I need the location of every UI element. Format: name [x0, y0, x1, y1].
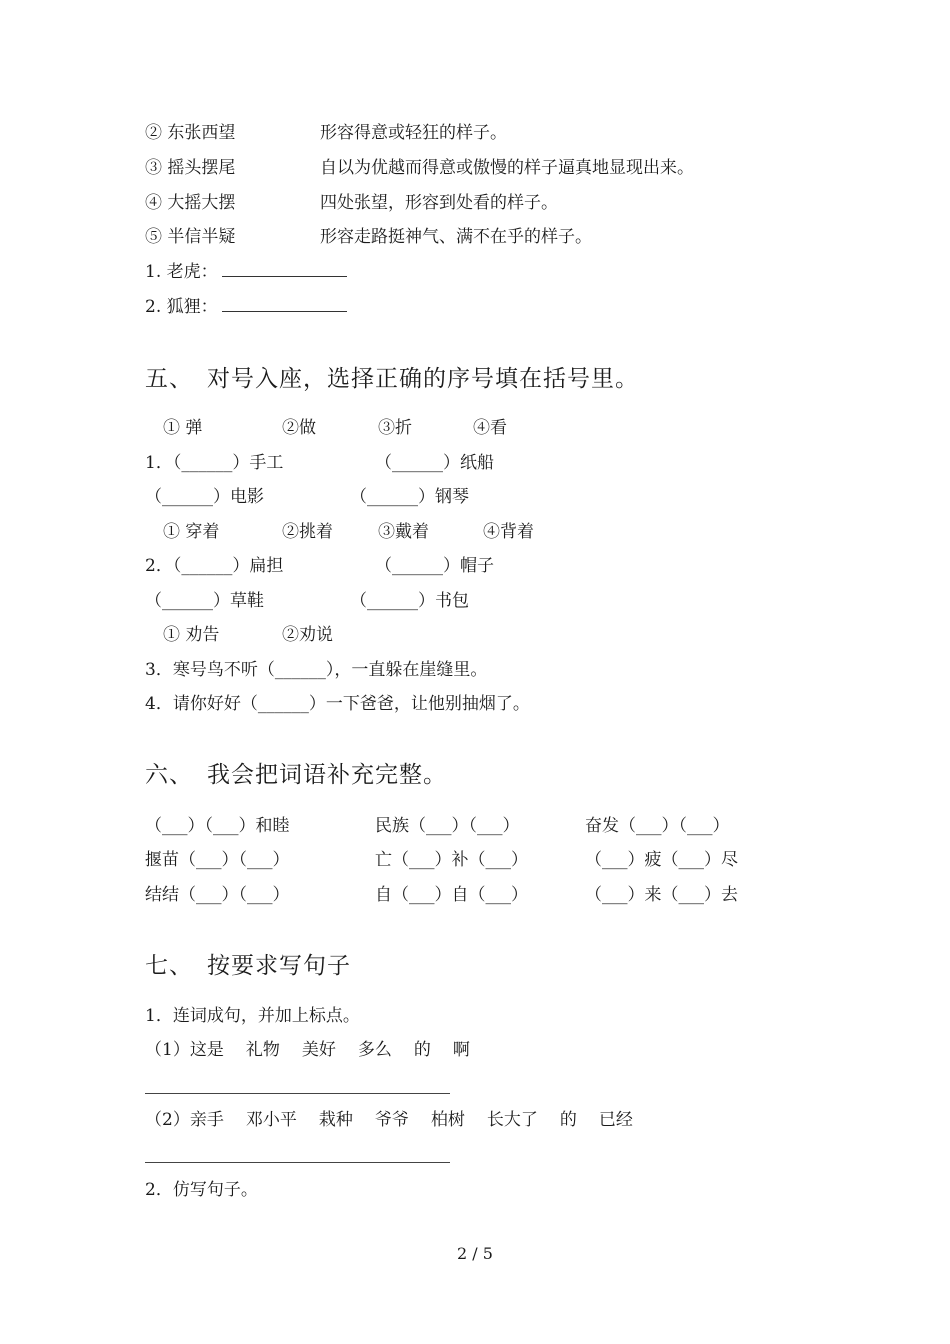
option-1-2: ②做	[282, 418, 316, 438]
idiom-left-1: ② 东张西望	[145, 123, 236, 143]
section-7-question-1: 1．连词成句，并加上标点。	[145, 1006, 360, 1026]
page-number: 2 / 5	[457, 1244, 493, 1263]
idiom-right-3: 四处张望，形容到处看的样子。	[320, 193, 558, 213]
fill-sentence-3[interactable]: 3．寒号鸟不听（______），一直躲在崖缝里。	[145, 660, 488, 680]
section-6-number: 六、	[145, 762, 193, 788]
section-5-heading	[145, 364, 639, 394]
word: 这是	[189, 1040, 224, 1060]
fill-sentence-4[interactable]: 4．请你好好（______）一下爸爸，让他别抽烟了。	[145, 694, 530, 714]
word: 已经	[598, 1110, 633, 1130]
word-fill-2-2[interactable]: 亡（___）补（___）	[375, 850, 528, 870]
fill-3b[interactable]: （______）帽子	[375, 556, 494, 576]
question-fox	[145, 296, 347, 318]
option-3-2: ②劝说	[282, 625, 333, 645]
question-fox-label: 2. 狐狸：	[145, 297, 218, 317]
word: 爷爷	[374, 1110, 409, 1130]
answer-blank-fox[interactable]	[222, 297, 347, 312]
option-1-4: ④看	[473, 418, 507, 438]
fill-4a[interactable]: （______）草鞋	[145, 591, 264, 611]
word: 长大了	[486, 1110, 538, 1130]
idiom-left-2: ③ 摇头摆尾	[145, 158, 236, 178]
word: 的	[559, 1110, 577, 1130]
word-fill-3-3[interactable]: （___）来（___）去	[585, 885, 738, 905]
word-fill-1-2[interactable]: 民族（___）（___）	[375, 816, 520, 836]
fill-2a[interactable]: （______）电影	[145, 487, 264, 507]
word-order-sentence-1	[145, 1039, 492, 1061]
word: 邓小平	[245, 1110, 297, 1130]
word-fill-3-1[interactable]: 结结（___）（___）	[145, 885, 290, 905]
section-7-heading	[145, 951, 351, 981]
word-order-sentence-2	[145, 1109, 655, 1131]
question-tiger	[145, 261, 347, 283]
sentence-1-prefix: （1）	[145, 1040, 190, 1060]
idiom-left-3: ④ 大摇大摆	[145, 193, 236, 213]
word: 多么	[357, 1040, 392, 1060]
idiom-right-4: 形容走路挺神气、满不在乎的样子。	[320, 227, 592, 247]
option-3-1: ① 劝告	[163, 625, 220, 645]
word: 美好	[301, 1040, 336, 1060]
question-tiger-label: 1. 老虎：	[145, 262, 218, 282]
word: 的	[413, 1040, 431, 1060]
section-7-number: 七、	[145, 953, 193, 979]
fill-2b[interactable]: （______）钢琴	[350, 487, 469, 507]
word: 礼物	[245, 1040, 280, 1060]
word-fill-3-2[interactable]: 自（___）自（___）	[375, 885, 528, 905]
answer-line-2[interactable]	[145, 1162, 450, 1163]
option-1-1: ① 弹	[163, 418, 203, 438]
word: 栽种	[318, 1110, 353, 1130]
option-2-1: ① 穿着	[163, 522, 220, 542]
answer-blank-tiger[interactable]	[222, 262, 347, 277]
word: 柏树	[430, 1110, 465, 1130]
idiom-right-2: 自以为优越而得意或傲慢的样子逼真地显现出来。	[320, 158, 694, 178]
section-7-title: 按要求写句子	[207, 953, 351, 979]
section-7-question-2: 2．仿写句子。	[145, 1180, 258, 1200]
option-2-2: ②挑着	[282, 522, 333, 542]
word: 啊	[452, 1040, 470, 1060]
option-1-3: ③折	[378, 418, 412, 438]
word: 亲手	[189, 1110, 224, 1130]
fill-1a[interactable]: 1．（______）手工	[145, 453, 284, 473]
section-5-number: 五、	[145, 366, 193, 392]
section-6-title: 我会把词语补充完整。	[207, 762, 447, 788]
fill-3a[interactable]: 2．（______）扁担	[145, 556, 284, 576]
fill-1b[interactable]: （______）纸船	[375, 453, 494, 473]
answer-line-1[interactable]	[145, 1093, 450, 1094]
word-fill-1-3[interactable]: 奋发（___）（___）	[585, 816, 730, 836]
fill-4b[interactable]: （______）书包	[350, 591, 469, 611]
sentence-2-prefix: （2）	[145, 1110, 190, 1130]
word-fill-1-1[interactable]: （___）（___）和睦	[145, 816, 290, 836]
section-6-heading	[145, 760, 447, 790]
option-2-3: ③戴着	[378, 522, 429, 542]
idiom-right-1: 形容得意或轻狂的样子。	[320, 123, 507, 143]
word-fill-2-1[interactable]: 揠苗（___）（___）	[145, 850, 290, 870]
option-2-4: ④背着	[483, 522, 534, 542]
section-5-title: 对号入座，选择正确的序号填在括号里。	[207, 366, 639, 392]
idiom-left-4: ⑤ 半信半疑	[145, 227, 236, 247]
word-fill-2-3[interactable]: （___）疲（___）尽	[585, 850, 738, 870]
